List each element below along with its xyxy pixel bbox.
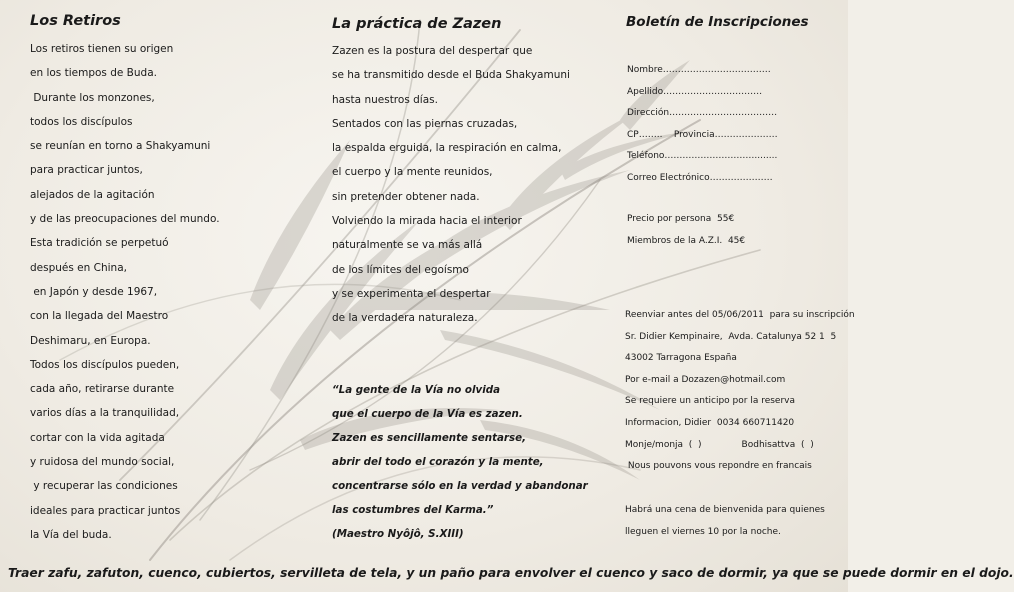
info-line: Nous pouvons vous repondre en francais bbox=[625, 461, 812, 472]
retiros-line: Los retiros tienen su origen bbox=[30, 43, 174, 55]
zazen-title: La práctica de Zazen bbox=[332, 16, 502, 32]
zazen-line: naturalmente se va más allá bbox=[332, 239, 483, 252]
retiros-column bbox=[30, 10, 230, 547]
retiros-line: con la llegada del Maestro bbox=[30, 310, 169, 323]
retiros-line: todos los discípulos bbox=[30, 115, 133, 128]
retiros-line: Esta tradición se perpetuó bbox=[30, 237, 169, 250]
form-field-cp-provincia: CP…….. Provincia………………… bbox=[627, 129, 778, 140]
zazen-line: se ha transmitido desde el Buda Shakyamuni bbox=[332, 69, 570, 82]
retiros-line: Todos los discípulos pueden, bbox=[30, 358, 180, 371]
zazen-line: Zazen es la postura del despertar que bbox=[332, 45, 533, 57]
zazen-column bbox=[332, 13, 602, 331]
retiros-line: en Japón y desde 1967, bbox=[30, 285, 158, 298]
zazen-line: el cuerpo y la mente reunidos, bbox=[332, 166, 493, 179]
quote-line: abrir del todo el corazón y la mente, bbox=[332, 456, 544, 468]
contact-info bbox=[625, 305, 855, 478]
retiros-line: y ruidosa del mundo social, bbox=[30, 456, 175, 469]
info-role-choice: Monje/monja ( ) Bodhisattva ( ) bbox=[625, 439, 814, 450]
zazen-line: de los límites del egoísmo bbox=[332, 263, 469, 276]
retiros-line: y de las preocupaciones del mundo. bbox=[30, 213, 220, 226]
footer-note: Traer zafu, zafuton, cuenco, cubiertos, servilleta de tela, y un paño para envolver el cuenco y saco de dormir, ya que se puede dormir en el dojo. bbox=[8, 566, 1014, 580]
retiros-line: Durante los monzones, bbox=[30, 91, 155, 104]
quote-attribution: (Maestro Nyôjô, S.XIII) bbox=[332, 528, 464, 540]
retiros-line: la Vía del buda. bbox=[30, 528, 112, 541]
form-field-telefono: Teléfono…………………………........ bbox=[627, 151, 778, 162]
zazen-line: de la verdadera naturaleza. bbox=[332, 312, 478, 325]
retiros-line: después en China, bbox=[30, 261, 127, 274]
info-line: Reenviar antes del 05/06/2011 para su inscripción bbox=[625, 310, 855, 320]
form-field-apellido: Apellido…………………………… bbox=[627, 86, 763, 97]
price-list bbox=[627, 208, 745, 252]
retiros-line: para practicar juntos, bbox=[30, 164, 143, 177]
retiros-line: ideales para practicar juntos bbox=[30, 504, 181, 517]
retiros-line: Deshimaru, en Europa. bbox=[30, 334, 151, 347]
retiros-line: cada año, retirarse durante bbox=[30, 383, 175, 396]
boletin-title: Boletín de Inscripciones bbox=[626, 14, 809, 30]
info-line: 43002 Tarragona España bbox=[625, 353, 737, 364]
dinner-line: Habrá una cena de bienvenida para quienes bbox=[625, 505, 825, 515]
quote-line: que el cuerpo de la Vía es zazen. bbox=[332, 408, 523, 420]
zazen-line: hasta nuestros días. bbox=[332, 93, 438, 106]
zazen-line: y se experimenta el despertar bbox=[332, 287, 491, 300]
quote-line: “La gente de la Vía no olvida bbox=[332, 384, 501, 396]
retiros-title: Los Retiros bbox=[30, 13, 121, 29]
form-field-nombre: Nombre……………………………… bbox=[627, 65, 771, 75]
price-standard: Precio por persona 55€ bbox=[627, 214, 735, 224]
retiros-line: varios días a la tranquilidad, bbox=[30, 407, 180, 420]
boletin-column bbox=[624, 12, 846, 32]
retiros-line: cortar con la vida agitada bbox=[30, 431, 165, 444]
zazen-line: Sentados con las piernas cruzadas, bbox=[332, 117, 518, 130]
retiros-line: y recuperar las condiciones bbox=[30, 480, 178, 493]
zazen-line: sin pretender obtener nada. bbox=[332, 190, 480, 203]
info-line: Se requiere un anticipo por la reserva bbox=[625, 396, 796, 407]
zazen-line: Volviendo la mirada hacia el interior bbox=[332, 215, 522, 228]
zazen-line: la espalda erguida, la respiración en calma, bbox=[332, 142, 562, 155]
quote-line: concentrarse sólo en la verdad y abandonar bbox=[332, 480, 588, 492]
quote-line: Zazen es sencillamente sentarse, bbox=[332, 432, 527, 444]
form-field-direccion: Dirección……………………………… bbox=[627, 108, 778, 119]
retiros-line: en los tiempos de Buda. bbox=[30, 67, 157, 80]
retiros-line: se reunían en torno a Shakyamuni bbox=[30, 140, 211, 153]
registration-form bbox=[627, 60, 778, 190]
dinner-line: lleguen el viernes 10 por la noche. bbox=[625, 527, 781, 537]
info-line: Sr. Didier Kempinaire, Avda. Catalunya 52 1 5 bbox=[625, 331, 837, 342]
dinner-note bbox=[625, 499, 825, 543]
form-field-correo: Correo Electrónico………………… bbox=[627, 172, 773, 183]
retiros-line: alejados de la agitación bbox=[30, 188, 155, 201]
info-phone: Informacion, Didier 0034 660711420 bbox=[625, 417, 795, 428]
nyojo-quote bbox=[332, 378, 602, 546]
quote-line: las costumbres del Karma.” bbox=[332, 504, 494, 516]
price-members: Miembros de la A.Z.I. 45€ bbox=[627, 236, 746, 246]
info-email: Por e-mail a Dozazen@hotmail.com bbox=[625, 374, 786, 385]
